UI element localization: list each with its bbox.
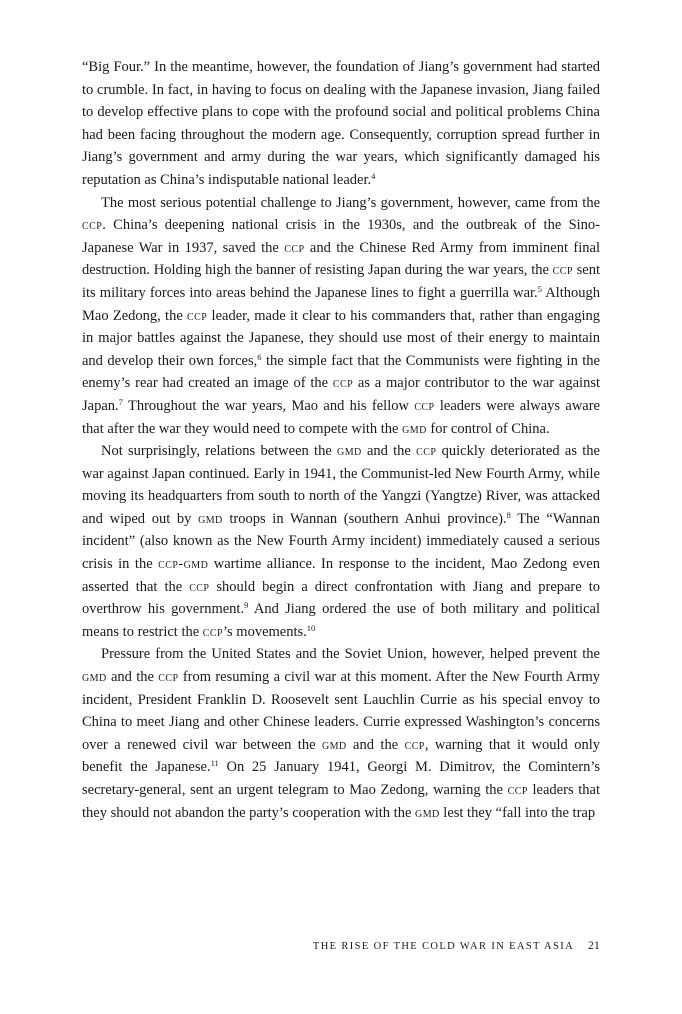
footnote-ref[interactable]: 11 [210,758,219,769]
text-run: and the [106,669,159,686]
text-run: leader, made it clear to his commanders that, rather than engaging in major battles against the Japanese, they should use most of their energy to maintain and develop their own forces, [82,307,600,369]
text-run: Not surprisingly, relations between the [101,443,338,460]
page-footer [82,940,600,952]
acronym: ccp [284,239,305,256]
acronym: gmd [321,736,347,753]
acronym: ccp [82,217,103,234]
text-run: sent its military forces into areas behind the Japanese lines to fight a guerrilla war. [82,262,600,301]
paragraph-2 [82,192,600,441]
acronym: ccp [552,262,573,279]
footnote-ref[interactable]: 10 [306,622,316,633]
text-run: quickly deteriorated as the war against Japan continued. Early in 1941, the Communist-led New Fourth Army, while moving its headquarters from south to north of the Yangzi (Yangtze) River, was attacked and wiped out by [82,443,600,527]
acronym: ccp [332,375,354,392]
acronym: gmd [402,420,427,437]
text-run: ’s movements. [223,623,307,640]
text-run: Although Mao Zedong, the [82,284,600,324]
text-run: leaders were always aware that after the war they would need to compete with the [82,397,600,437]
acronym: ccp [187,307,208,324]
footnote-ref[interactable]: 8 [506,509,511,520]
text-run: lest they “fall into the trap [439,804,596,821]
text-run: and the [361,443,417,460]
text-run: , warning that it would only benefit the Japanese. [82,736,601,776]
acronym: ccp [507,782,528,798]
footnote-ref[interactable]: 6 [257,351,262,362]
running-title: THE RISE OF THE COLD WAR IN EAST ASIA [312,941,575,952]
page-number: 21 [588,940,600,952]
text-run: Throughout the war years, Mao and his fellow [122,397,415,414]
text-run: wartime alliance. In response to the incident, Mao Zedong even asserted that the [82,556,600,595]
footnote-ref[interactable]: 4 [371,170,376,181]
paragraph-3 [82,440,600,643]
acronym: gmd [198,510,223,527]
text-run: The “Wannan incident” (also known as the New Fourth Army incident) immediately caused a serious crisis in the [82,510,600,573]
text-run: And Jiang ordered the use of both military and political means to restrict the [82,601,600,640]
text-run: On 25 January 1941, Georgi M. Dimitrov, the Comintern’s secretary-general, sent an urgent telegram to Mao Zedong, warning the [82,759,600,798]
acronym: ccp [416,443,437,460]
footnote-ref[interactable]: 9 [244,600,249,611]
acronym: gmd [337,443,362,460]
paragraph-1 [82,56,600,192]
text-run: troops in Wannan (southern Anhui province). [222,510,507,527]
acronym: ccp-gmd [158,556,209,573]
text-run: and the [346,736,405,753]
text-run: . China’s deepening national crisis in the 1930s, and the outbreak of the Sino-Japanese War in 1937, saved the [82,217,600,256]
acronym: ccp [189,578,210,595]
text-run: Pressure from the United States and the Soviet Union, however, helped prevent the [101,646,600,663]
acronym: ccp [202,623,224,640]
text-run: the simple fact that the Communists were fighting in the enemy’s rear had created an image of the [82,352,600,392]
text-run: “Big Four.” In the meantime, however, the foundation of Jiang’s government had started to crumble. In fact, in having to focus on dealing with the Japanese invasion, Jiang failed to develop effective plans to cope with the profound social and political problems China had been facing throughout the modern age. Consequently, corruption spread further in Jiang’s government and army during the war years, which significantly damaged his reputation as China’s indisputable national leader. [82,59,600,188]
text-run: The most serious potential challenge to Jiang’s government, however, came from the [101,194,600,211]
text-run: from resuming a civil war at this moment. After the New Fourth Army incident, President Franklin D. Roosevelt sent Lauchlin Currie as his special envoy to China to meet Jiang and other Chinese leaders. Currie expressed Washington’s concerns over a renewed civil war between the [82,669,600,753]
acronym: ccp [404,736,425,753]
text-run: for control of China. [426,420,550,437]
acronym: gmd [82,669,107,686]
acronym: ccp [158,669,179,686]
acronym: ccp [414,397,435,414]
footnote-ref[interactable]: 7 [118,396,123,407]
text-run: leaders that they should not abandon the party’s cooperation with the [82,782,600,821]
footnote-ref[interactable]: 5 [537,283,542,294]
text-run: as a major contributor to the war against Japan. [82,375,600,414]
text-run: should begin a direct confrontation with Jiang and prepare to overthrow his government. [82,578,600,618]
text-run: and the Chinese Red Army from imminent final destruction. Holding high the banner of resisting Japan during the war years, the [82,239,600,279]
acronym: gmd [415,804,440,821]
page-body [82,56,600,824]
paragraph-4 [82,643,600,824]
